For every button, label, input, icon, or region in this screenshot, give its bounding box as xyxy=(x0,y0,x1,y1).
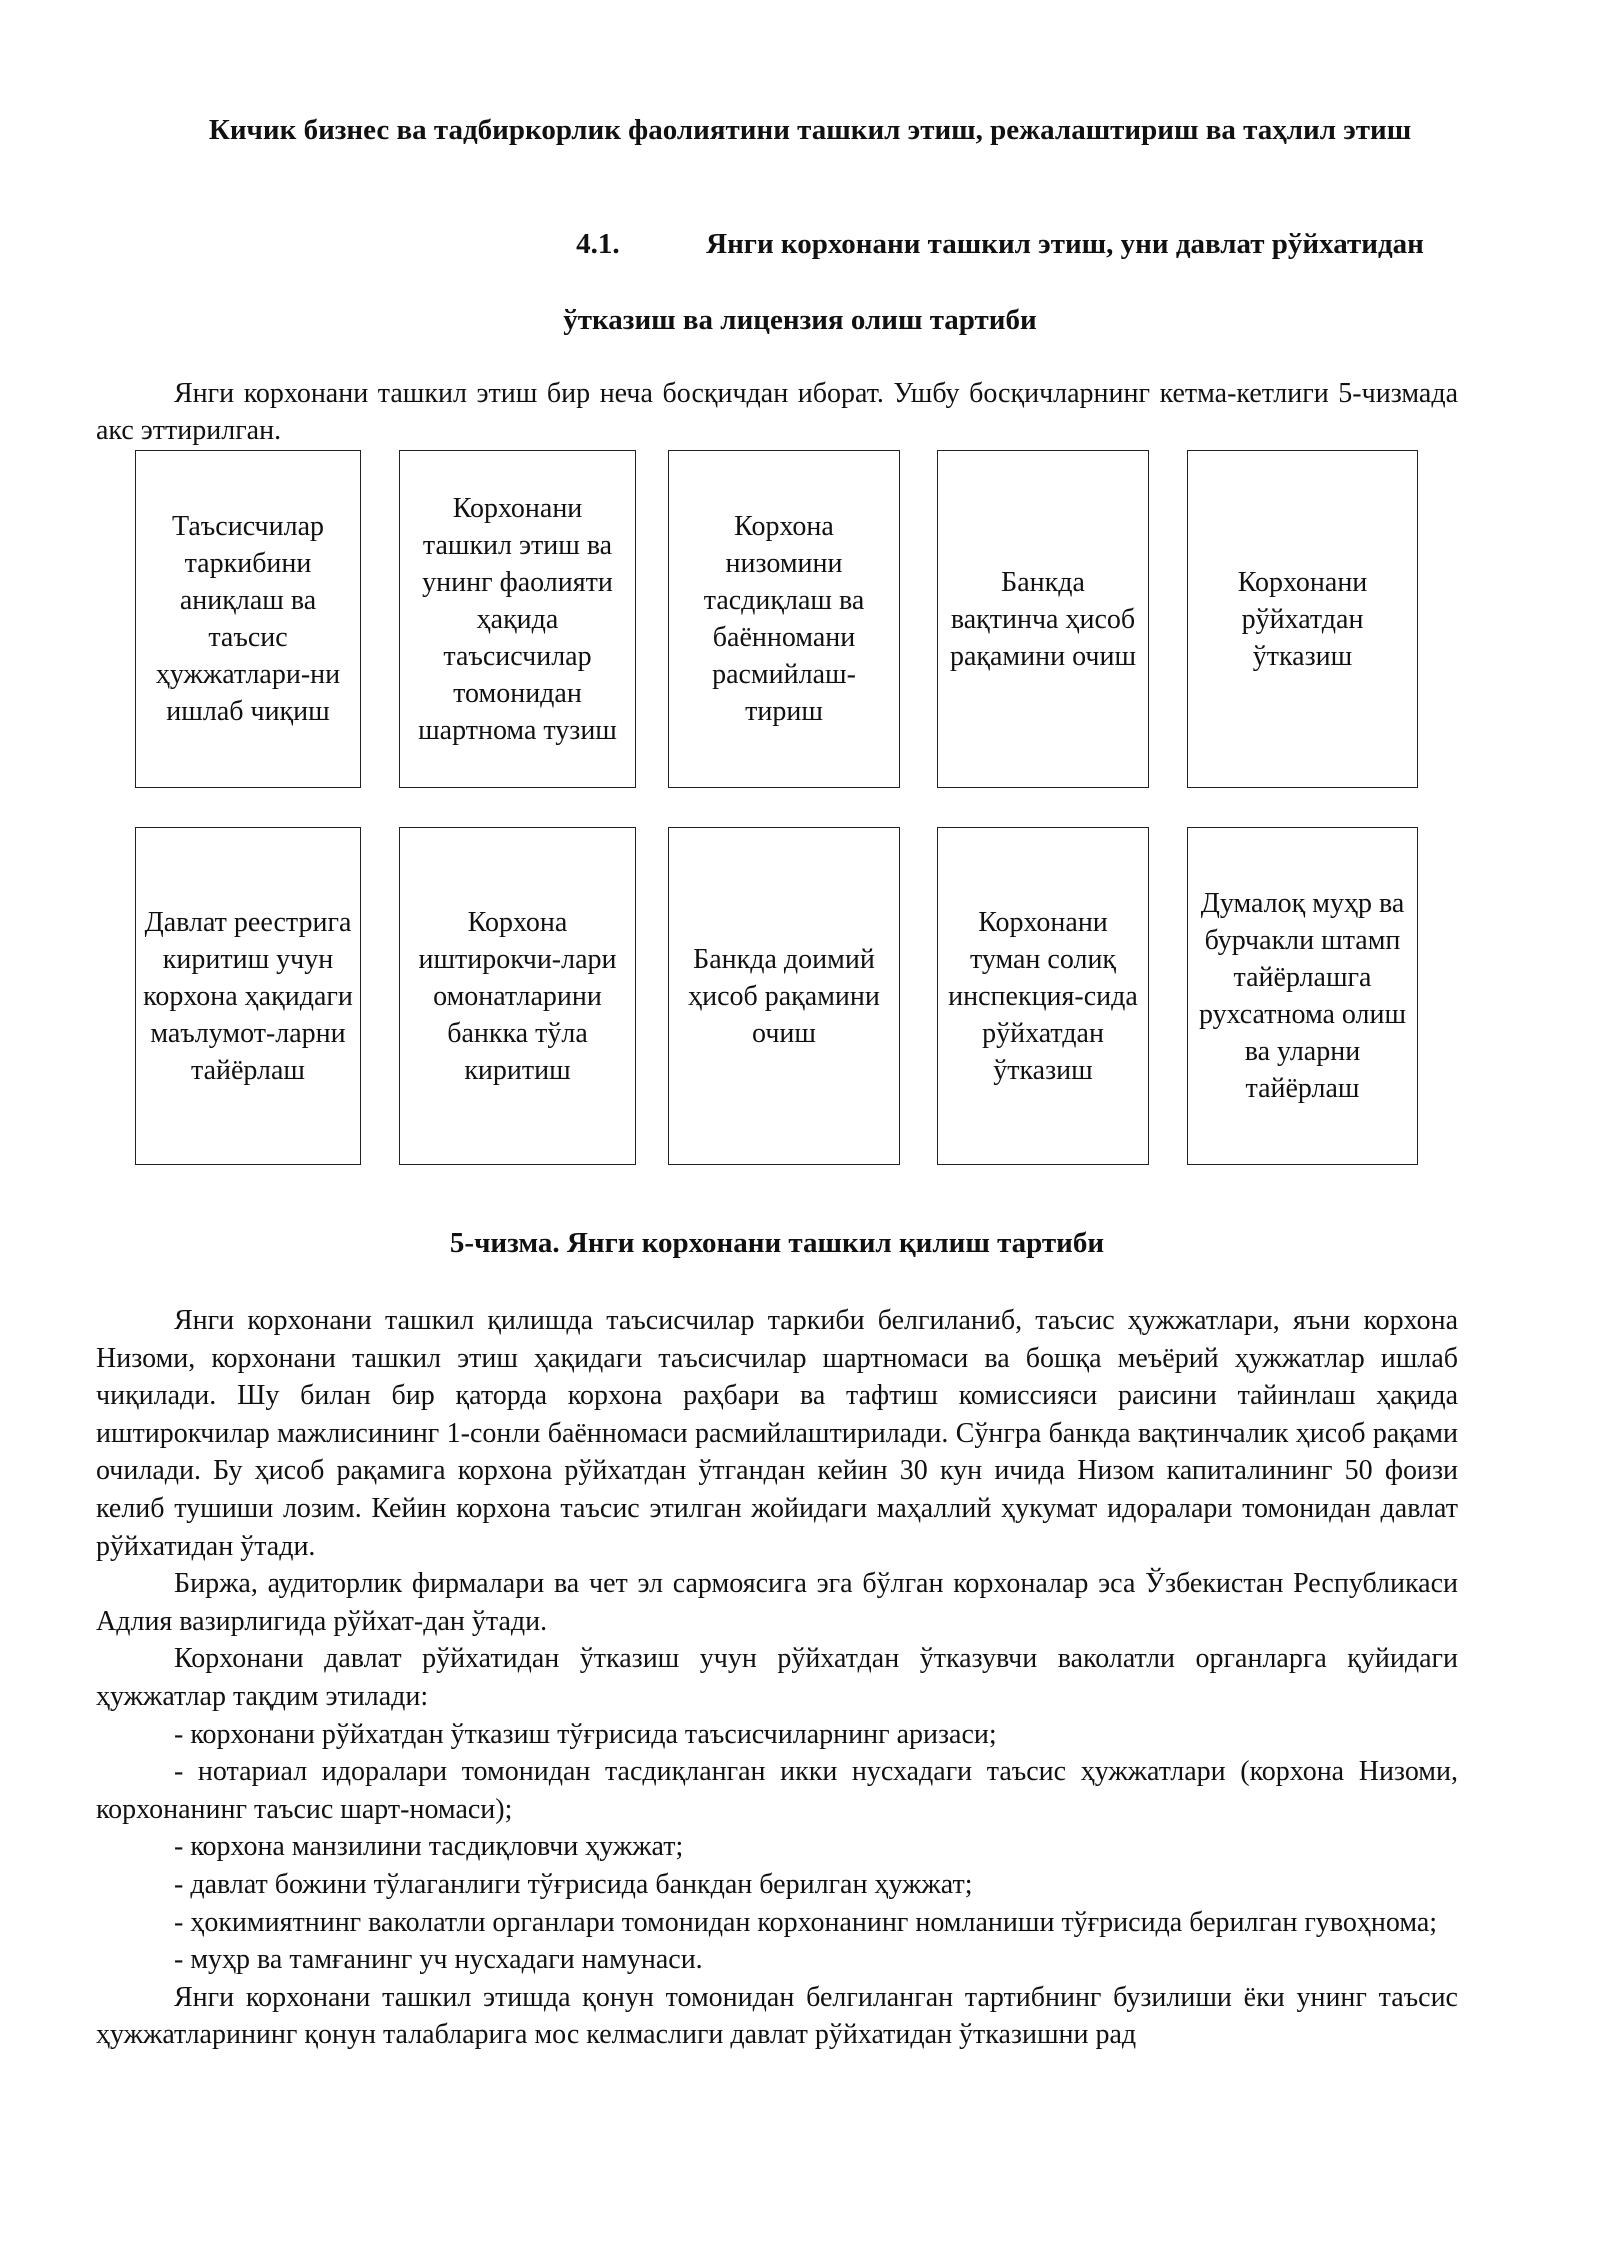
chapter-title: Кичик бизнес ва тадбиркорлик фаолиятини ташкил этиш, режалаштириш ва таҳлил этиш xyxy=(208,114,1412,146)
paragraph: Янги корхонани ташкил этишда қонун томонидан белгиланган тартибнинг бузилиши ёки унинг таъсис ҳужжатларининг қонун талабларига мос келмаслиги давлат рўйхатидан ўтказишни рад xyxy=(96,1981,1458,2051)
diagram-box-state-register xyxy=(135,827,361,1165)
diagram-box-registration xyxy=(1187,450,1418,788)
diagram-box-contract xyxy=(399,450,636,788)
list-item: - корхонани рўйхатдан ўтказиш тўғрисида таъсисчиларнинг аризаси; xyxy=(174,1718,997,1750)
diagram-box-text: Корхона иштирокчи-лари омонатларини банкка тўла киритиш xyxy=(418,906,617,1086)
diagram-box-text: Думалоқ муҳр ва бурчакли штамп тайёрлашга рухсатнома олиш ва уларни тайёрлаш xyxy=(1198,888,1407,1104)
section-title-line1: Янги корхонани ташкил этиш, уни давлат рўйхатидан xyxy=(706,228,1424,260)
diagram-box-text: Корхонани ташкил этиш ва унинг фаолияти ҳақида таъсисчилар томонидан шартнома тузиш xyxy=(418,492,617,746)
list-item: - нотариал идоралари томонидан тасдиқланган икки нусхадаги таъсис ҳужжатлари (корхона Низоми, корхонанинг таъсис шарт-номаси); xyxy=(96,1756,1458,1825)
diagram-box-tax-registration xyxy=(937,827,1149,1165)
diagram-box-text: Банкда вақтинча ҳисоб рақамини очиш xyxy=(949,566,1137,672)
paragraph: Корхонани давлат рўйхатидан ўтказиш учун рўйхатдан ўтказувчи ваколатли органларга қуйидаги ҳужжатлар тақдим этилади: xyxy=(96,1643,1458,1712)
diagram-box-text: Таъсисчилар таркибини аниқлаш ва таъсис ҳужжатлари-ни ишлаб чиқиш xyxy=(155,511,341,727)
diagram-box-permanent-account xyxy=(668,827,900,1165)
diagram-box-text: Корхона низомини тасдиқлаш ва баённомани расмийлаш-тириш xyxy=(703,511,865,727)
section-title xyxy=(540,226,1460,263)
list-item: - муҳр ва тамғанинг уч нусхадаги намунаси. xyxy=(174,1944,703,1976)
body-text xyxy=(96,1302,1458,2054)
paragraph: Биржа, аудиторлик фирмалари ва чет эл сармоясига эга бўлган корхоналар эса Ўзбекистан Республикаси Адлия вазирлигида рўйхат-дан ўтади. xyxy=(96,1568,1458,1637)
list-item: - ҳокимиятнинг ваколатли органлари томонидан корхонанинг номланиши тўғрисида берилган гувоҳнома; xyxy=(174,1906,1438,1938)
intro-paragraph: Янги корхонани ташкил этиш бир неча босқичдан иборат. Ушбу босқичларнинг кетма-кетлиги 5-чизмада акс эттирилган. xyxy=(96,378,1458,446)
figure-caption: 5-чизма. Янги корхонани ташкил қилиш тартиби xyxy=(449,1227,1105,1259)
diagram-box-text: Банкда доимий ҳисоб рақамини очиш xyxy=(688,943,880,1049)
diagram-box-founders xyxy=(135,450,361,788)
section-number: 4.1. xyxy=(576,228,620,260)
paragraph: Янги корхонани ташкил қилишда таъсисчилар таркиби белгиланиб, таъсис ҳужжатлари, яъни корхона Низоми, корхонани ташкил этиш ҳақидаги таъсисчилар шартномаси ва бошқа меъёрий ҳужжатлар ишлаб чиқилади. Шу билан бир қаторда корхона раҳбари ва тафтиш комиссияси раисини тайинлаш ҳақида иштирокчилар мажлисининг 1-сонли баённомаси расмийлаштирилади. Сўнгра банкда вақтинчалик ҳисоб рақами очилади. Бу ҳисоб рақамига корхона рўйхатдан ўтгандан кейин 30 кун ичида Низом капиталининг 50 фоизи келиб тушиши лозим. Кейин корхона таъсис этилган жойидаги маҳаллий ҳукумат идоралари томонидан давлат рўйхатидан ўтади. xyxy=(96,1305,1458,1562)
diagram-box-text: Давлат реестрига киритиш учун корхона ҳақидаги маълумот-ларни тайёрлаш xyxy=(143,906,353,1086)
section-title-line2: ўтказиш ва лицензия олиш тартиби xyxy=(563,304,1037,336)
diagram-box-text: Корхонани туман солиқ инспекция-сида рўйхатдан ўтказиш xyxy=(948,906,1138,1086)
diagram-box-deposits xyxy=(399,827,636,1165)
list-item: - давлат божини тўлаганлиги тўғрисида банкдан берилган ҳужжат; xyxy=(174,1868,973,1900)
diagram-box-temp-account xyxy=(937,450,1149,788)
list-item: - корхона манзилини тасдиқловчи ҳужжат; xyxy=(174,1831,684,1863)
diagram-box-charter xyxy=(668,450,900,788)
diagram-box-text: Корхонани рўйхатдан ўтказиш xyxy=(1237,566,1368,672)
diagram-box-seal-stamp xyxy=(1187,827,1418,1165)
